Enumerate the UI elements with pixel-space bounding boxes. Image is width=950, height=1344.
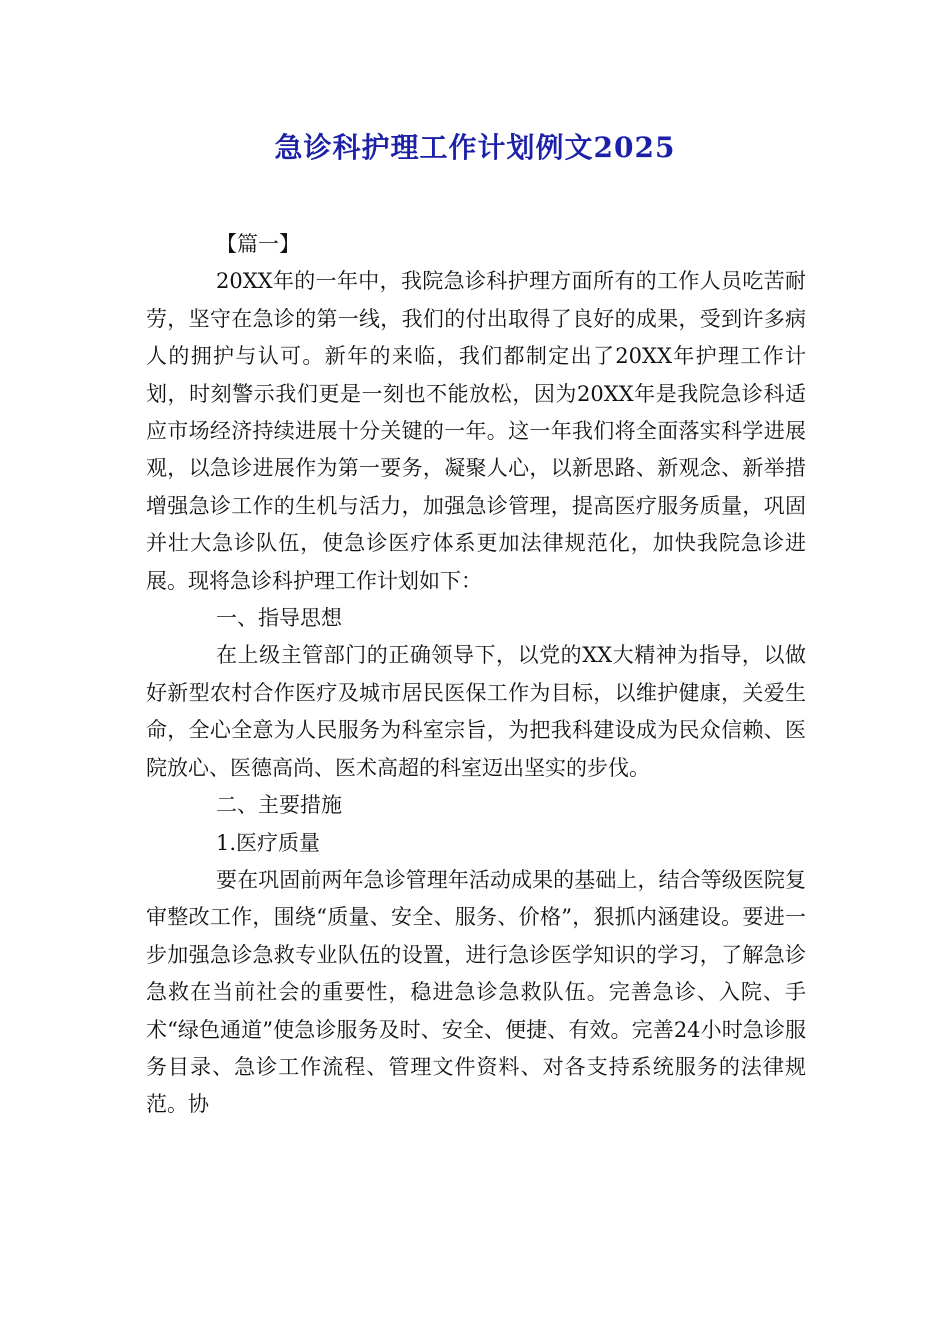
heading-medical-quality: 1.医疗质量 [216, 830, 321, 855]
guiding-thought-paragraph: 在上级主管部门的正确领导下，以党的XX大精神为指导，以做好新型农村合作医疗及城市居民医保工作为目标，以维护健康，关爱生命，全心全意为人民服务为科室宗旨，为把我科建设成为民众信赖、医院放心、医德高尚、医术高超的科室迈出坚实的步伐。 [146, 643, 806, 780]
section-label: 【篇一】 [216, 232, 300, 256]
heading-guiding-thought: 一、指导思想 [216, 606, 342, 631]
heading-main-measures: 二、主要措施 [216, 793, 342, 818]
document-body [146, 226, 806, 1124]
intro-paragraph: 20XX年的一年中，我院急诊科护理方面所有的工作人员吃苦耐劳，坚守在急诊的第一线，我们的付出取得了良好的成果，受到许多病人的拥护与认可。新年的来临，我们都制定出了20XX年护理工作计划，时刻警示我们更是一刻也不能放松，因为20XX年是我院急诊科适应市场经济持续进展十分关键的一年。这一年我们将全面落实科学进展观，以急诊进展作为第一要务，凝聚人心，以新思路、新观念、新举措增强急诊工作的生机与活力，加强急诊管理，提高医疗服务质量，巩固并壮大急诊队伍，使急诊医疗体系更加法律规范化，加快我院急诊进展。现将急诊科护理工作计划如下： [146, 269, 806, 593]
medical-quality-paragraph: 要在巩固前两年急诊管理年活动成果的基础上，结合等级医院复审整改工作，围绕“质量、安全、服务、价格”，狠抓内涵建设。要进一步加强急诊急救专业队伍的设置，进行急诊医学知识的学习，了解急诊急救在当前社会的重要性，稳进急诊急救队伍。完善急诊、入院、手术“绿色通道”使急诊服务及时、安全、便捷、有效。完善24小时急诊服务目录、急诊工作流程、管理文件资料、对各支持系统服务的法律规范。协 [146, 867, 806, 1117]
document-title: 急诊科护理工作计划例文2025 [274, 131, 676, 164]
